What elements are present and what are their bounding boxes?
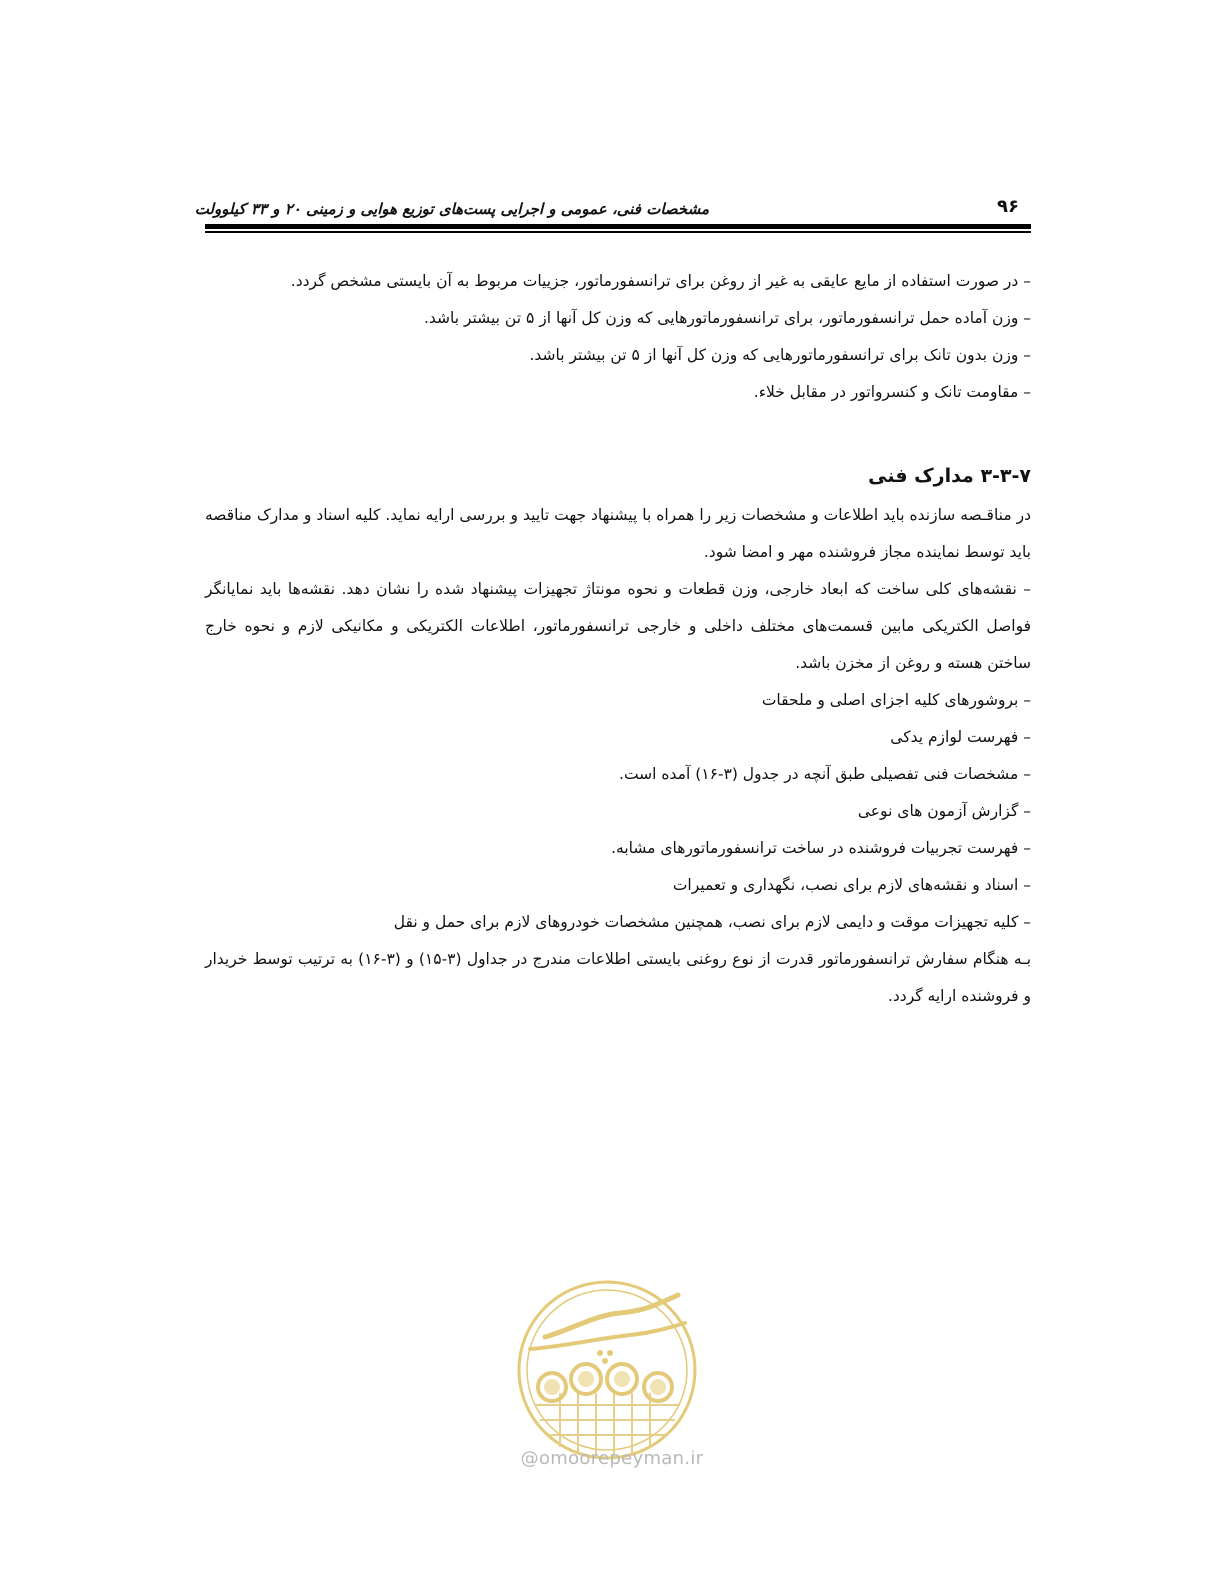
closing-paragraph: بـه هنگام سفارش ترانسفورماتور قدرت از نوع روغنی بایستی اطلاعات مندرج در جداول (۳-۱۵) و (۳-۱۶) به ترتیب توسط خریدار و فروشنده ارایه گردد. xyxy=(205,950,1032,1005)
list-item: – گزارش آزمون های نوعی xyxy=(857,802,1031,820)
bullet-item: – در صورت استفاده از مایع عایقی به غیر از روغن برای ترانسفورماتور، جزییات مربوط به آن بایستی مشخص گردد. xyxy=(290,272,1031,290)
header-rule-thick xyxy=(205,224,1031,229)
page-body xyxy=(205,263,1031,1015)
list-item: – بروشورهای کلیه اجزای اصلی و ملحقات xyxy=(761,691,1031,709)
list-item: – فهرست تجربیات فروشنده در ساخت ترانسفورماتورهای مشابه. xyxy=(611,839,1031,857)
list-item: – مشخصات فنی تفصیلی طبق آنچه در جدول (۳-۱۶) آمده است. xyxy=(619,765,1031,783)
header-title: مشخصات فنی، عمومی و اجرایی پست‌های توزیع هوایی و زمینی ۲۰ و ۳۳ کیلوولت xyxy=(194,200,709,218)
watermark-site: @omoorepeyman.ir xyxy=(520,1448,704,1469)
list-item: – نقشه‌های کلی ساخت که ابعاد خارجی، وزن قطعات و نحوه مونتاژ تجهیزات پیشنهاد شده را نشان دهد. نقشه‌ها باید نمایانگر فواصل الکتریکی مابین قسمت‌های مختلف داخلی و خارجی ترانسفورماتور، اطلاعات الکتریکی و مکانیکی لازم و نحوه خارج ساختن هسته و روغن از مخزن باشد. xyxy=(205,580,1031,672)
watermark-logo-icon xyxy=(500,1275,715,1465)
list-item: – اسناد و نقشه‌های لازم برای نصب، نگهداری و تعمیرات xyxy=(672,876,1031,894)
bullet-item: – وزن آماده حمل ترانسفورماتور، برای ترانسفورماتورهایی که وزن کل آنها از ۵ تن بیشتر باشد. xyxy=(423,309,1031,327)
bullet-item: – مقاومت تانک و کنسرواتور در مقابل خلاء. xyxy=(753,383,1031,401)
section-intro: در مناقـصه سازنده باید اطلاعات و مشخصات زیر را همراه با پیشنهاد جهت تایید و بررسی ارایه نماید. کلیه اسناد و مدارک مناقصه باید توسط نماینده مجاز فروشنده مهر و امضا شود. xyxy=(205,506,1031,561)
page-header xyxy=(194,192,1031,222)
list-item: – کلیه تجهیزات موقت و دایمی لازم برای نصب، همچنین مشخصات خودروهای لازم برای حمل و نقل xyxy=(393,913,1031,931)
list-item: – فهرست لوازم یدکی xyxy=(890,728,1031,746)
section-heading: ۳-۳-۷ مدارک فنی xyxy=(868,465,1031,487)
page-number: ۹۶ xyxy=(997,196,1019,217)
bullet-item: – وزن بدون تانک برای ترانسفورماتورهایی که وزن کل آنها از ۵ تن بیشتر باشد. xyxy=(529,346,1031,364)
header-rule-thin xyxy=(205,231,1031,233)
